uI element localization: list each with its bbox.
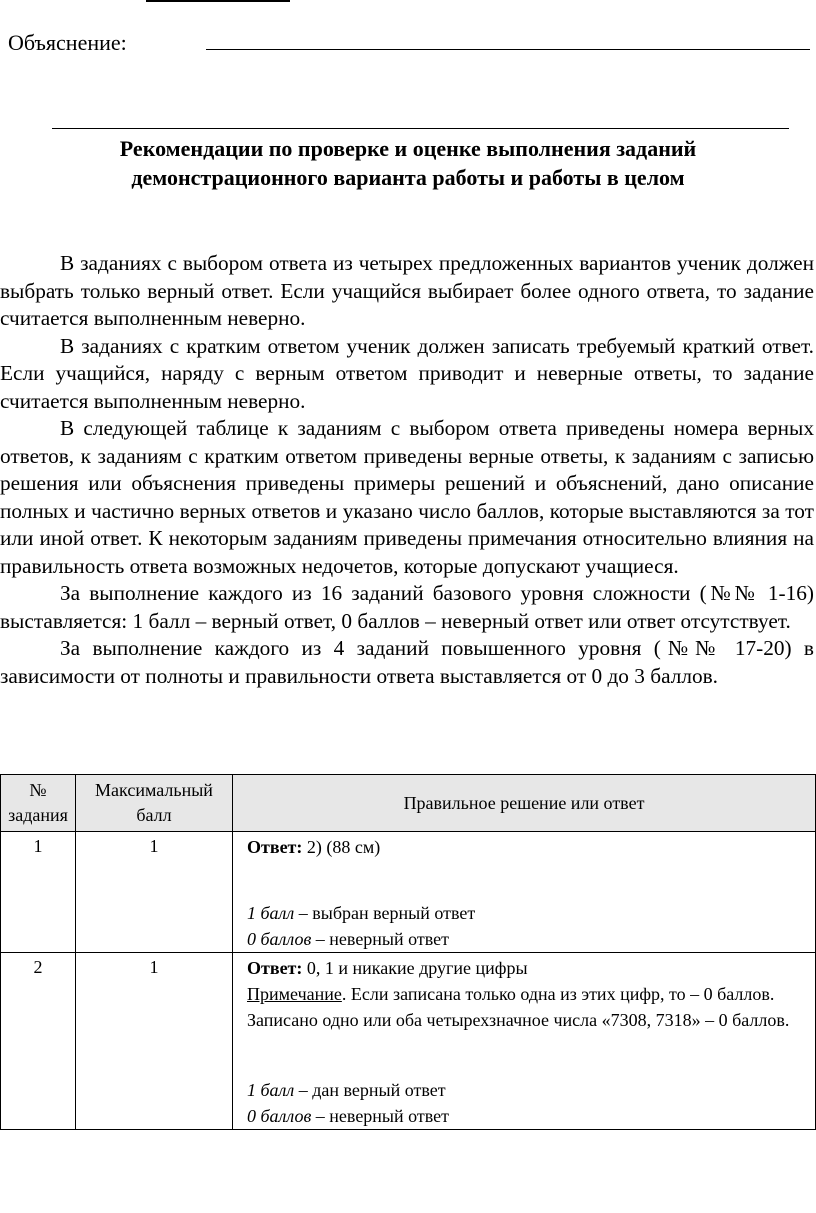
answers-table bbox=[0, 774, 816, 1130]
explanation-answer-line bbox=[206, 49, 810, 50]
note-line-2: Записано одно или оба четырехзначное числа «7308, 7318» – 0 баллов. bbox=[247, 1010, 790, 1030]
score-zero-line: 0 баллов – неверный ответ bbox=[247, 929, 450, 949]
section-title bbox=[0, 134, 816, 192]
paragraph-basic-level-scoring: За выполнение каждого из 16 заданий базового уровня сложности (№№ 1-16) выставляется: 1 балл – верный ответ, 0 баллов – неверный ответ или ответ отсутствует. bbox=[0, 581, 814, 633]
answer-value: 0, 1 и никакие другие цифры bbox=[302, 958, 528, 978]
max-score-cell: 1 bbox=[76, 832, 233, 953]
note-text: . Если записана только одна из этих цифр, то – 0 баллов. bbox=[341, 984, 775, 1004]
header-solution: Правильное решение или ответ bbox=[233, 775, 816, 832]
paragraph-table-description: В следующей таблице к заданиям с выбором ответа приведены номера верных ответов, к заданиям с кратким ответом приведены верные ответы, к заданиям с записью решения или объяснения приведены примеры решений и объяснений, дано описание полных и частично верных ответов и указано число баллов, которые выставляются за тот или иной ответ. К некоторым заданиям приведены примечания относительно влияния на правильность ответа возможных недочетов, которые допускают учащиеся. bbox=[0, 416, 814, 578]
table-row bbox=[1, 832, 816, 953]
note-line bbox=[247, 981, 807, 1007]
answer-label: Ответ: bbox=[247, 958, 303, 978]
instructions-text bbox=[0, 250, 814, 690]
score-one-line: 1 балл – дан верный ответ bbox=[247, 1080, 446, 1100]
solution-cell bbox=[233, 832, 816, 953]
title-line-1: Рекомендации по проверке и оценке выполнения заданий bbox=[119, 136, 697, 161]
task-number-cell: 2 bbox=[1, 953, 76, 1130]
explanation-label: Объяснение: bbox=[8, 30, 127, 55]
paragraph-short-answer-tasks: В заданиях с кратким ответом ученик должен записать требуемый краткий ответ. Если учащийся, наряду с верным ответом приводит и неверные ответы, то задание считается выполненным неверно. bbox=[0, 333, 814, 413]
score-one-line: 1 балл – выбран верный ответ bbox=[247, 903, 476, 923]
paragraph-choice-tasks: В заданиях с выбором ответа из четырех предложенных вариантов ученик должен выбрать только верный ответ. Если учащийся выбирает более одного ответа, то задание считается выполненным неверно. bbox=[0, 251, 814, 330]
table-row bbox=[1, 953, 816, 1130]
note-label: Примечание bbox=[247, 984, 342, 1004]
answer-value: 2) (88 см) bbox=[302, 837, 381, 857]
max-score-cell: 1 bbox=[76, 953, 233, 1130]
score-zero-line: 0 баллов – неверный ответ bbox=[247, 1106, 450, 1126]
solution-cell bbox=[233, 953, 816, 1130]
top-rule-stub bbox=[146, 0, 290, 2]
header-max-score: Максимальный балл bbox=[76, 775, 233, 832]
answer-line bbox=[247, 834, 807, 860]
paragraph-advanced-level-scoring: За выполнение каждого из 4 заданий повышенного уровня (№№ 17-20) в зависимости от полноты и правильности ответа выставляется от 0 до 3 баллов. bbox=[0, 636, 814, 688]
answer-label: Ответ: bbox=[247, 837, 303, 857]
title-line-2: демонстрационного варианта работы и работы в целом bbox=[131, 165, 685, 190]
section-separator bbox=[52, 128, 789, 129]
task-number-cell: 1 bbox=[1, 832, 76, 953]
table-header-row bbox=[1, 775, 816, 832]
header-task-number: № задания bbox=[1, 775, 76, 832]
answer-line bbox=[247, 955, 807, 981]
